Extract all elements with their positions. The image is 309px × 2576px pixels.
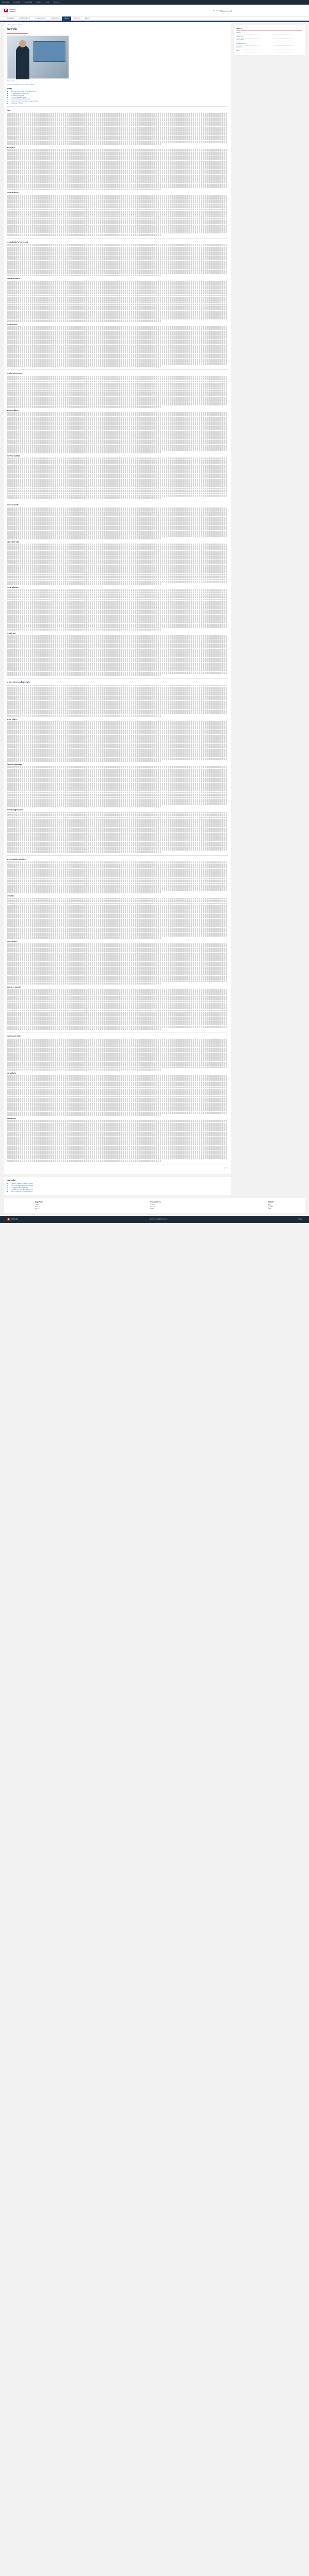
article-tag-link[interactable]: เบื้องหลังความสำเร็จของงานบริหารสถานการณ์โควิด (7, 83, 35, 86)
paragraph-text (7, 989, 228, 1030)
subsection-heading: การประสานงาน (7, 323, 17, 326)
breadcrumb: หน้าแรก › บทความ › บทความ (7, 24, 23, 26)
footer-column-title: ข้อมูลสำคัญ (35, 1201, 43, 1204)
toc-item[interactable]: • มาตรการเยียวยาและฟื้นฟูเศรษฐกิจ (11, 98, 228, 100)
article-main (4, 22, 231, 1174)
toc-item[interactable]: • การกระจายวัคซีนอย่างทั่วถึง (11, 97, 228, 99)
section-heading: มาตรการเยียวยาและฟื้นฟูเศรษฐกิจ (7, 681, 30, 684)
section-heading: ความร่วมมือกับภาคส่วนต่างๆ (7, 858, 26, 860)
nav-item[interactable]: ประวัติและนโยบาย (19, 18, 30, 20)
breadcrumb-section[interactable]: บทความ (12, 24, 17, 26)
footer-column-title: ติดต่อเรา (268, 1201, 274, 1204)
section-heading: การจัดตั้งศูนย์บริหารสถานการณ์ (7, 241, 28, 243)
subsection-heading: การฉีดวัคซีนเชิงรุก (7, 586, 19, 589)
paragraph-text (7, 898, 228, 939)
related-item[interactable]: • การพัฒนาโครงสร้างพื้นฐานทั่วประเทศ (11, 1189, 228, 1191)
sidebar-link[interactable]: มุมมอง (236, 31, 302, 35)
subsection-heading: โครงสร้างการบริหาร (7, 278, 20, 280)
paragraph-text (7, 1120, 228, 1161)
social-icons[interactable]: f t ▶ (298, 1218, 302, 1221)
topbar-separator: | (51, 1, 52, 3)
topbar-link[interactable]: Bloomberg (2, 1, 9, 3)
footer-link[interactable]: ข่าวเด่น (150, 1204, 154, 1206)
related-item[interactable]: • การปฏิรูปการศึกษาเพื่ออนาคต (11, 1187, 228, 1189)
footer-link[interactable]: ผลงาน (35, 1208, 39, 1210)
footer-link[interactable]: นโยบาย (35, 1206, 40, 1208)
related-item[interactable]: • นโยบายเศรษฐกิจหลังสถานการณ์โควิด (11, 1185, 228, 1187)
subsection-heading: แผนในอนาคต (7, 1117, 16, 1120)
footer-column (150, 1201, 161, 1209)
footer-link[interactable]: อีเมล (268, 1208, 271, 1210)
site-logo[interactable] (4, 9, 16, 12)
subsection-heading: องค์กรระหว่างประเทศ (7, 986, 21, 988)
sidebar-link[interactable]: อัลบั้มภาพ (236, 46, 302, 49)
divider (7, 678, 228, 679)
topbar-separator: | (43, 1, 44, 3)
paragraph-text (7, 376, 228, 408)
site-footer (0, 1216, 309, 1223)
sidebar-links (236, 31, 302, 53)
toc-item[interactable]: • การทำงานร่วมกับภาคเอกชนและภาคประชาสังคม (11, 100, 228, 103)
search-icon[interactable]: ⌕ (304, 18, 305, 20)
section-heading: บทนำ (7, 109, 11, 112)
topbar-link[interactable]: อีเวนท์ (45, 1, 49, 3)
paragraph-text (7, 1039, 228, 1071)
subsection-heading: ความท้าทาย (7, 146, 15, 149)
footer-column-title: ข่าวและบทความ (150, 1201, 161, 1204)
header-search-input[interactable] (219, 10, 232, 12)
paragraph-text (7, 149, 228, 190)
breadcrumb-home[interactable]: หน้าแรก (7, 24, 12, 26)
related-articles (4, 1177, 231, 1195)
sidebar-title: บทความ (236, 27, 302, 30)
subsection-heading: การช่วยเหลือผู้ประกอบการ (7, 809, 24, 811)
nav-item[interactable]: บทความพิเศษ (51, 18, 60, 20)
share-icon[interactable]: ⤴ (226, 1167, 228, 1169)
main-nav (0, 17, 309, 22)
logo-text-line1: Posttoday (9, 8, 16, 11)
toc-item[interactable]: • บทเรียนและก้าวต่อไป (11, 103, 228, 105)
sidebar-link[interactable]: ข่าวเด่นจากนายกฯ (236, 42, 302, 46)
paragraph-text (7, 113, 228, 145)
topbar-separator: | (34, 1, 35, 3)
lang-en[interactable]: EN (213, 9, 215, 11)
footer-logo[interactable] (7, 1218, 18, 1221)
paragraph-text (7, 685, 228, 717)
subsection-heading: บทเรียนที่ได้รับ (7, 1072, 16, 1074)
subsection-heading: โครงการกระตุ้นเศรษฐกิจ (7, 764, 23, 766)
hero-screen (33, 41, 65, 62)
footer-link[interactable]: โทรศัพท์ (268, 1206, 273, 1208)
paragraph-text (7, 195, 228, 236)
subsection-heading: การติดตามผล (7, 632, 16, 634)
paragraph-text (7, 589, 228, 631)
section-heading: การสื่อสารกับประชาชน (7, 372, 23, 375)
footer-logo-text: Posttoday (11, 1218, 18, 1220)
related-list (7, 1183, 228, 1193)
share-label: แชร์ (224, 1167, 226, 1169)
hero-person (16, 45, 29, 79)
subsection-heading: การสร้างความเชื่อมั่น (7, 455, 21, 457)
topbar-link[interactable]: ข่าวเด่นวันนี้ (13, 1, 20, 3)
paragraph-text (7, 281, 228, 322)
footer-link[interactable]: บทความ (150, 1206, 155, 1208)
footer-column (268, 1201, 274, 1209)
sidebar-link[interactable]: บทสัมภาษณ์ (236, 35, 302, 39)
related-item[interactable]: • ความร่วมมือระหว่างประเทศในภูมิภาค (11, 1191, 228, 1193)
content-wrapper (0, 22, 309, 1174)
article-body (7, 109, 228, 1164)
subsection-heading: มาตรการเยียวยา (7, 718, 18, 720)
toc-item[interactable]: • บทนำ: ความท้าทายในการบริหารสถานการณ์ (11, 91, 228, 93)
subsection-heading: แผนการจัดหาวัคซีน (7, 541, 20, 544)
article-hero-image (7, 36, 69, 79)
paragraph-text (7, 766, 228, 807)
topbar-link[interactable]: Bangkok Biz (24, 1, 32, 3)
top-bar (0, 0, 309, 5)
footer-logo-mark: P (8, 1217, 10, 1221)
topbar-separator: | (22, 1, 23, 3)
subsection-heading: ภาคประชาสังคม (7, 940, 18, 943)
paragraph-text (7, 721, 228, 762)
footer-column (35, 1201, 43, 1209)
article-date: 13 ก.ย. 2564 (7, 80, 14, 82)
paragraph-text (7, 244, 228, 276)
paragraph-text (7, 861, 228, 893)
copyright: Copyright © All Rights Reserved. (149, 1218, 168, 1221)
related-title: บทความอื่นๆ (7, 1179, 16, 1182)
divider (7, 238, 228, 239)
subsection-heading: แนวทางการทำงาน (7, 192, 19, 194)
topbar-link[interactable]: นิตยสาร (37, 1, 41, 3)
section-heading: การกระจายวัคซีน (7, 504, 19, 506)
paragraph-text (7, 457, 228, 499)
toc-item[interactable]: • การสื่อสารกับประชาชน (11, 95, 228, 97)
lang-th[interactable]: TH (216, 9, 218, 11)
footer-link[interactable]: ประวัติ (35, 1204, 39, 1206)
paragraph-text (7, 812, 228, 853)
paragraph-text (7, 544, 228, 585)
sidebar (234, 22, 305, 1174)
site-header (0, 5, 309, 17)
logo-mark: P (5, 8, 7, 12)
header-tools (213, 10, 232, 12)
logo-text (9, 9, 16, 12)
divider (7, 106, 228, 107)
sidebar-link[interactable]: บทความพิเศษ (236, 39, 302, 42)
paragraph-text (7, 507, 228, 539)
divider (7, 369, 228, 370)
nav-item[interactable]: มุมมอง (62, 16, 71, 22)
divider (7, 855, 228, 856)
logo-text-line2: โพสต์ทูเดย์ (9, 10, 16, 12)
sidebar-link[interactable]: วีดีโอ (236, 49, 302, 53)
breadcrumb-current: บทความ (18, 24, 23, 26)
nav-item[interactable]: ข่าวเด่นจากนายกฯ (35, 18, 46, 20)
related-item[interactable]: • เส้นทางการพัฒนาประเทศสู่ความยั่งยืน (11, 1183, 228, 1185)
nav-item[interactable]: ติดต่อเรา (84, 18, 90, 20)
table-of-contents (7, 91, 228, 104)
paragraph-text (7, 1075, 228, 1116)
nav-item[interactable]: ข้อมูลสำคัญ (7, 18, 14, 20)
footer-link[interactable]: มุมมอง (150, 1208, 154, 1210)
nav-item[interactable]: อัลบั้มภาพ (74, 18, 80, 20)
page-title: บทความ (7, 28, 17, 31)
section-heading: บทเรียนและก้าวต่อไป (7, 1035, 22, 1038)
sidebar-box (234, 25, 305, 55)
subsection-heading: ช่องทางการสื่อสาร (7, 409, 19, 412)
toc-title: สารบัญ (7, 88, 12, 90)
toc-item[interactable]: • การจัดตั้งศูนย์บริหารสถานการณ์ (11, 93, 228, 95)
paragraph-text (7, 635, 228, 676)
footer-links (4, 1198, 305, 1212)
footer-link[interactable]: ที่อยู่ (268, 1204, 271, 1206)
share-bar[interactable] (7, 1166, 228, 1171)
topbar-link[interactable]: จุดประกาย (54, 1, 60, 3)
subsection-heading: ภาคเอกชน (7, 895, 14, 897)
